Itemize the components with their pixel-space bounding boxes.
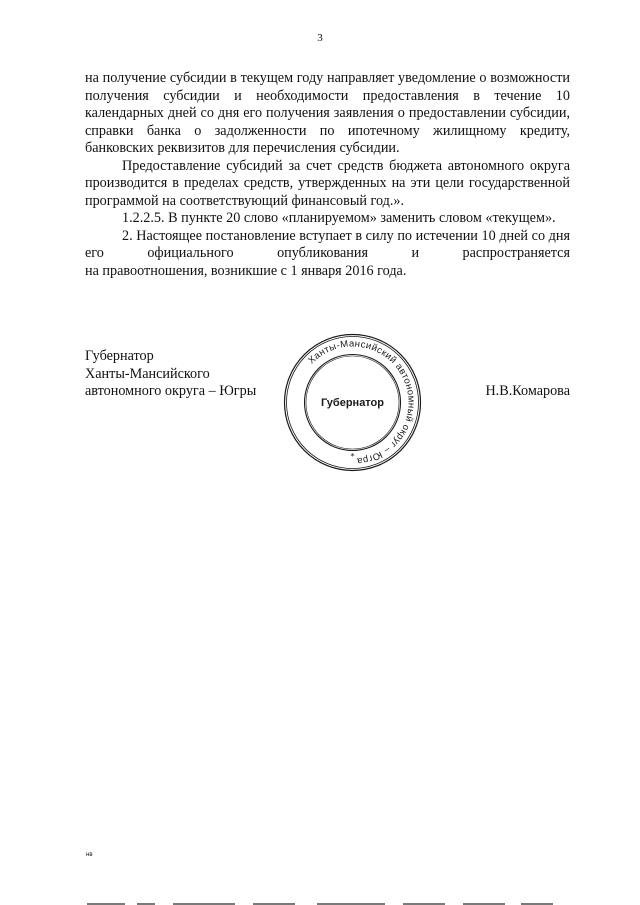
- document-body: [85, 70, 570, 280]
- scan-edge-artifact: [85, 897, 555, 905]
- seal-star: *: [350, 452, 355, 461]
- signatory-name: Н.В.Комарова: [485, 383, 570, 399]
- paragraph-subsidy-notice: на получение субсидии в текущем году направляет уведомление о возможности получения субсидии и необходимости предоставления в течение 10 календарных дней со дня его получения заявления о предоставлении субсидии, справки банка о задолженности по ипотечному жилищному кредиту, банковских реквизитов для перечисления субсидии.: [85, 70, 570, 156]
- paragraph-amendment-1-2-2-5: 1.2.2.5. В пункте 20 слово «планируемом» заменить словом «текущем».: [122, 210, 556, 226]
- signatory-title: [85, 348, 256, 401]
- signatory-title-line: Губернатор: [85, 348, 154, 364]
- seal-center-text: Губернатор: [320, 397, 385, 409]
- seal-ring-text: Ханты-Мансийский автономный округ – Югра: [306, 338, 417, 467]
- page-number: 3: [317, 32, 323, 44]
- footer-code: нв: [86, 852, 93, 858]
- signatory-title-line: Ханты-Мансийского: [85, 365, 210, 382]
- paragraph-entry-into-force-end: на правоотношения, возникшие с 1 января 2016 года.: [85, 262, 407, 279]
- paragraph-subsidy-funding: Предоставление субсидий за счет средств бюджета автономного округа производится в пределах средств, утвержденных на эти цели государственной программой на соответствующий финансовый год.».: [85, 157, 570, 209]
- paragraph-entry-into-force: 2. Настоящее постановление вступает в силу по истечении 10 дней со дня его официального опубликования и распространяется: [85, 227, 570, 261]
- signatory-title-line: автономного округа – Югры: [85, 383, 257, 399]
- official-seal: [280, 330, 425, 475]
